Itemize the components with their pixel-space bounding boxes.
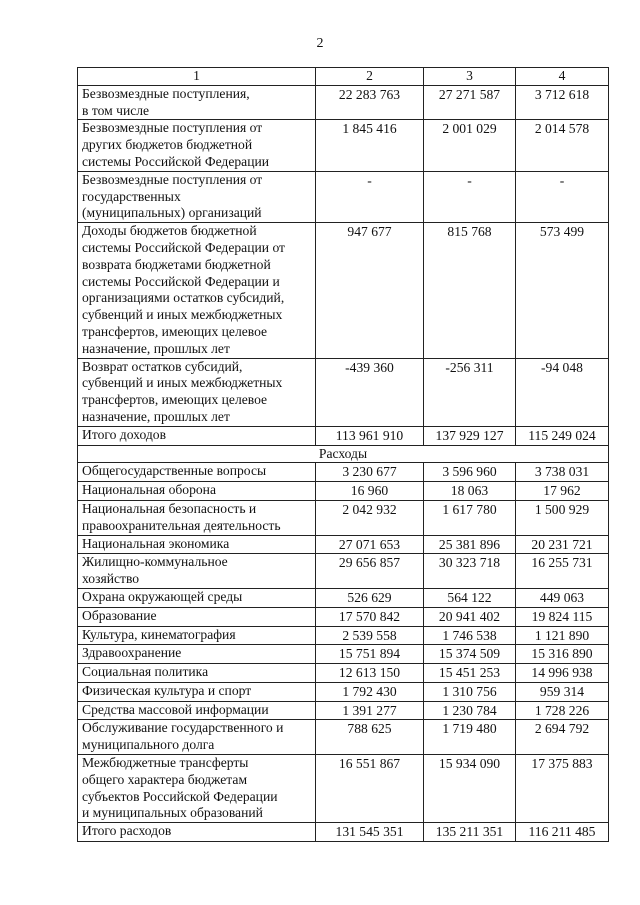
row-label: Безвозмездные поступления от государственных (муниципальных) организаций (78, 171, 316, 222)
value-cell: 788 625 (316, 720, 424, 755)
value-cell: 2 042 932 (316, 500, 424, 535)
value-cell: 815 768 (424, 223, 516, 358)
value-cell: 1 121 890 (516, 626, 609, 645)
value-cell: 16 960 (316, 482, 424, 501)
income-row (78, 171, 609, 222)
row-label: Жилищно-коммунальное хозяйство (78, 554, 316, 589)
value-cell: 564 122 (424, 588, 516, 607)
value-cell: 14 996 938 (516, 664, 609, 683)
row-label: Культура, кинематография (78, 626, 316, 645)
value-cell: 27 071 653 (316, 535, 424, 554)
expense-row (78, 463, 609, 482)
row-label: Итого доходов (78, 426, 316, 445)
value-cell: 1 391 277 (316, 701, 424, 720)
value-cell: 16 551 867 (316, 755, 424, 823)
value-cell: 1 617 780 (424, 500, 516, 535)
income-row (78, 358, 609, 426)
value-cell: - (316, 171, 424, 222)
expense-row (78, 701, 609, 720)
value-cell: - (424, 171, 516, 222)
value-cell: -94 048 (516, 358, 609, 426)
column-header: 1 (78, 68, 316, 86)
value-cell: 131 545 351 (316, 823, 424, 842)
column-header: 2 (316, 68, 424, 86)
row-label: Здравоохранение (78, 645, 316, 664)
value-cell: 25 381 896 (424, 535, 516, 554)
row-label: Физическая культура и спорт (78, 682, 316, 701)
expense-row (78, 755, 609, 823)
value-cell: 2 014 578 (516, 120, 609, 171)
value-cell: 3 738 031 (516, 463, 609, 482)
expense-row (78, 588, 609, 607)
row-label: Межбюджетные трансферты общего характера бюджетам субъектов Российской Федерации и муниципальных образований (78, 755, 316, 823)
value-cell: 137 929 127 (424, 426, 516, 445)
expenses-section-row (78, 445, 609, 463)
expense-total-row (78, 823, 609, 842)
value-cell: -256 311 (424, 358, 516, 426)
value-cell: 2 001 029 (424, 120, 516, 171)
expense-row (78, 500, 609, 535)
expenses-heading: Расходы (78, 445, 609, 463)
income-total-row (78, 426, 609, 445)
value-cell: 1 310 756 (424, 682, 516, 701)
value-cell: 20 941 402 (424, 607, 516, 626)
row-label: Образование (78, 607, 316, 626)
column-header: 4 (516, 68, 609, 86)
value-cell: 19 824 115 (516, 607, 609, 626)
value-cell: 959 314 (516, 682, 609, 701)
row-label: Национальная оборона (78, 482, 316, 501)
value-cell: 947 677 (316, 223, 424, 358)
value-cell: 526 629 (316, 588, 424, 607)
column-header-row (78, 68, 609, 86)
expense-row (78, 664, 609, 683)
value-cell: 12 613 150 (316, 664, 424, 683)
row-label: Общегосударственные вопросы (78, 463, 316, 482)
row-label: Национальная экономика (78, 535, 316, 554)
value-cell: 15 934 090 (424, 755, 516, 823)
row-label: Обслуживание государственного и муниципального долга (78, 720, 316, 755)
value-cell: 115 249 024 (516, 426, 609, 445)
value-cell: 20 231 721 (516, 535, 609, 554)
budget-table (77, 67, 609, 842)
value-cell: 1 500 929 (516, 500, 609, 535)
row-label: Охрана окружающей среды (78, 588, 316, 607)
value-cell: 17 570 842 (316, 607, 424, 626)
row-label: Возврат остатков субсидий, субвенций и иных межбюджетных трансфертов, имеющих целевое назначение, прошлых лет (78, 358, 316, 426)
value-cell: 449 063 (516, 588, 609, 607)
expense-row (78, 554, 609, 589)
income-row (78, 120, 609, 171)
income-row (78, 223, 609, 358)
value-cell: 29 656 857 (316, 554, 424, 589)
row-label: Средства массовой информации (78, 701, 316, 720)
value-cell: 3 596 960 (424, 463, 516, 482)
expense-row (78, 645, 609, 664)
value-cell: 22 283 763 (316, 85, 424, 120)
expense-row (78, 626, 609, 645)
column-header: 3 (424, 68, 516, 86)
expense-row (78, 682, 609, 701)
value-cell: 1 746 538 (424, 626, 516, 645)
value-cell: 16 255 731 (516, 554, 609, 589)
value-cell: 18 063 (424, 482, 516, 501)
budget-table-body (78, 68, 609, 842)
value-cell: -439 360 (316, 358, 424, 426)
value-cell: 3 712 618 (516, 85, 609, 120)
value-cell: 15 316 890 (516, 645, 609, 664)
value-cell: 1 728 226 (516, 701, 609, 720)
value-cell: 113 961 910 (316, 426, 424, 445)
value-cell: 17 962 (516, 482, 609, 501)
expense-row (78, 482, 609, 501)
value-cell: 2 694 792 (516, 720, 609, 755)
value-cell: 135 211 351 (424, 823, 516, 842)
row-label: Безвозмездные поступления от других бюджетов бюджетной системы Российской Федерации (78, 120, 316, 171)
value-cell: 1 719 480 (424, 720, 516, 755)
expense-row (78, 607, 609, 626)
row-label: Национальная безопасность и правоохранительная деятельность (78, 500, 316, 535)
row-label: Итого расходов (78, 823, 316, 842)
value-cell: 17 375 883 (516, 755, 609, 823)
value-cell: 15 751 894 (316, 645, 424, 664)
value-cell: 1 845 416 (316, 120, 424, 171)
value-cell: 1 792 430 (316, 682, 424, 701)
row-label: Безвозмездные поступления, в том числе (78, 85, 316, 120)
value-cell: - (516, 171, 609, 222)
value-cell: 15 374 509 (424, 645, 516, 664)
value-cell: 2 539 558 (316, 626, 424, 645)
page-number: 2 (316, 36, 324, 51)
income-row (78, 85, 609, 120)
value-cell: 3 230 677 (316, 463, 424, 482)
expense-row (78, 720, 609, 755)
row-label: Доходы бюджетов бюджетной системы Российской Федерации от возврата бюджетами бюджетной системы Российской Федерации и организациями остатков субсидий, субвенций и иных межбюджетных трансфертов, имеющих целевое назначение, прошлых лет (78, 223, 316, 358)
value-cell: 573 499 (516, 223, 609, 358)
row-label: Социальная политика (78, 664, 316, 683)
value-cell: 15 451 253 (424, 664, 516, 683)
expense-row (78, 535, 609, 554)
value-cell: 27 271 587 (424, 85, 516, 120)
value-cell: 1 230 784 (424, 701, 516, 720)
value-cell: 30 323 718 (424, 554, 516, 589)
value-cell: 116 211 485 (516, 823, 609, 842)
